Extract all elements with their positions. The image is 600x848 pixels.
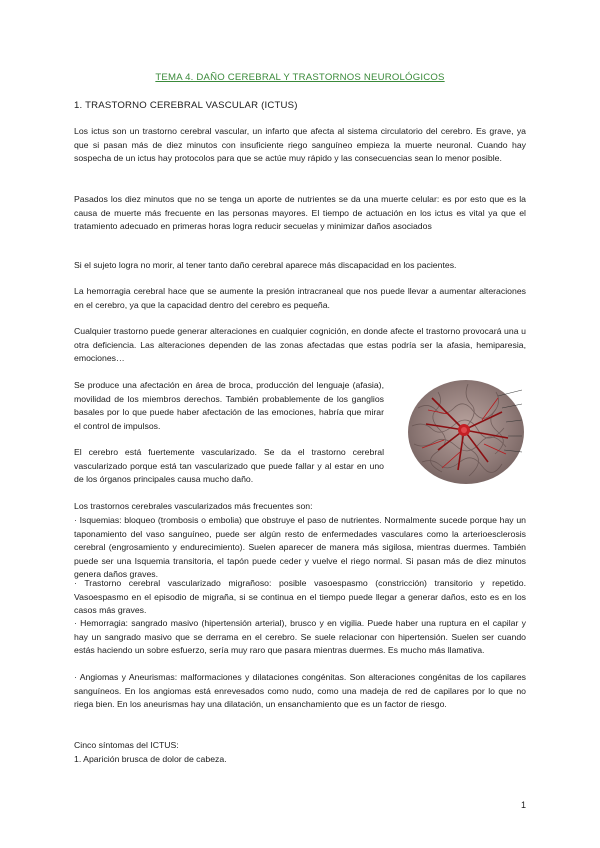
paragraph-muerte-celular: Pasados los diez minutos que no se tenga un aporte de nutrientes se da una muerte celular: es por esto que es la causa de muerte más frecuente en las personas mayores. El tiempo de actuación en los ictus es vital ya que el tratamiento adecuado en primeras horas logra reducir secuelas y minimizar daños asociados: [74, 194, 526, 232]
list-item-migranoso: · Trastorno cerebral vascularizado migrañoso: posible vasoespasmo (constricción) transitorio y repetido. Vasoespasmo en el episodio de migraña, si se continua en el tiempo puede llegar a generar daños, esto es en los casos más graves.: [74, 578, 526, 616]
paragraph-ictus-intro: Los ictus son un trastorno cerebral vascular, un infarto que afecta al sistema circulatorio del cerebro. Es grave, ya que si pasan más de diez minutos con insuficiente riego sanguíneo empieza la muerte neuronal. Cuando hay sospecha de un ictus hay protocolos para que se actúe muy rápido y las consecuencias sean lo menor posible.: [74, 126, 526, 164]
list-item-hemorragia: · Hemorragia: sangrado masivo (hipertensión arterial), brusco y en vigilia. Puede haber una ruptura en el capilar y hay un sangrado masivo que se derrama en el cerebro. Se suele relacionar con hipertensión. Suelen ser cuando estás haciendo un sobre esfuerzo, sería muy raro que pasara mientras duermes. Es mucho más llamativa.: [74, 618, 526, 656]
paragraph-discapacidad: Si el sujeto logra no morir, al tener tanto daño cerebral aparece más discapacidad en los pacientes.: [74, 260, 457, 270]
paragraph-alteraciones: Cualquier trastorno puede generar alteraciones en cualquier cognición, en donde afecte el trastorno provocará una u otra deficiencia. Las alteraciones dependen de las zonas afectadas que estas podría ser la afasia, hemiparesia, emociones…: [74, 326, 526, 364]
paragraph-area-broca: Se produce una afectación en área de broca, producción del lenguaje (afasia), movilidad de los miembros derechos. También probablemente de los ganglios basales por lo que puede haber afectación de las emociones, habría que mirar el control de impulsos.: [74, 380, 384, 431]
brain-illustration: [398, 378, 524, 484]
paragraph-hemorragia-cerebral: La hemorragia cerebral hace que se aumente la presión intracraneal que nos puede llevar a aumentar alteraciones en el cerebro, ya que la capacidad dentro del cerebro es pequeña.: [74, 286, 526, 310]
symptom-item-1: 1. Aparición brusca de dolor de cabeza.: [74, 754, 227, 764]
section-heading: 1. TRASTORNO CEREBRAL VASCULAR (ICTUS): [74, 100, 298, 111]
page-number: 1: [520, 800, 526, 810]
list-item-isquemias: · Isquemias: bloqueo (trombosis o embolia) que obstruye el paso de nutrientes. Normalmente sucede porque hay un taponamiento del vaso sanguíneo, puede ser algún resto de enfermedades vasculares como la arterioesclerosis cerebral (engrosamiento y endurecimiento). Suelen aparecer de manera más sigilosa, mientras duermes. También puede ser una Isquemia transitoria, el tapón puede ceder y vuelve el riego normal. Si pasan más de diez minutos genera daños graves.: [74, 515, 526, 580]
paragraph-vascularizado: El cerebro está fuertemente vascularizado. Se da el trastorno cerebral vascularizado porque está tan vascularizado que puede fallar y al estar en uno de los órganos principales causa mucho daño.: [74, 447, 384, 485]
symptoms-heading: Cinco síntomas del ICTUS:: [74, 740, 179, 750]
paragraph-frecuentes-intro: Los trastornos cerebrales vascularizados más frecuentes son:: [74, 501, 313, 511]
page-title: TEMA 4. DAÑO CEREBRAL Y TRASTORNOS NEUROLÓGICOS: [155, 72, 445, 83]
brain-vasculature-image: [398, 378, 524, 484]
list-item-angiomas: · Angiomas y Aneurismas: malformaciones y dilataciones congénitas. Son alteraciones congénitas de los capilares sanguíneos. En los angiomas está enrevesados como nudo, como una madeja de red de capilares por lo que no riega bien. En los aneurismas hay una dilatación, un ensanchamiento que es un factor de riesgo.: [74, 672, 526, 710]
